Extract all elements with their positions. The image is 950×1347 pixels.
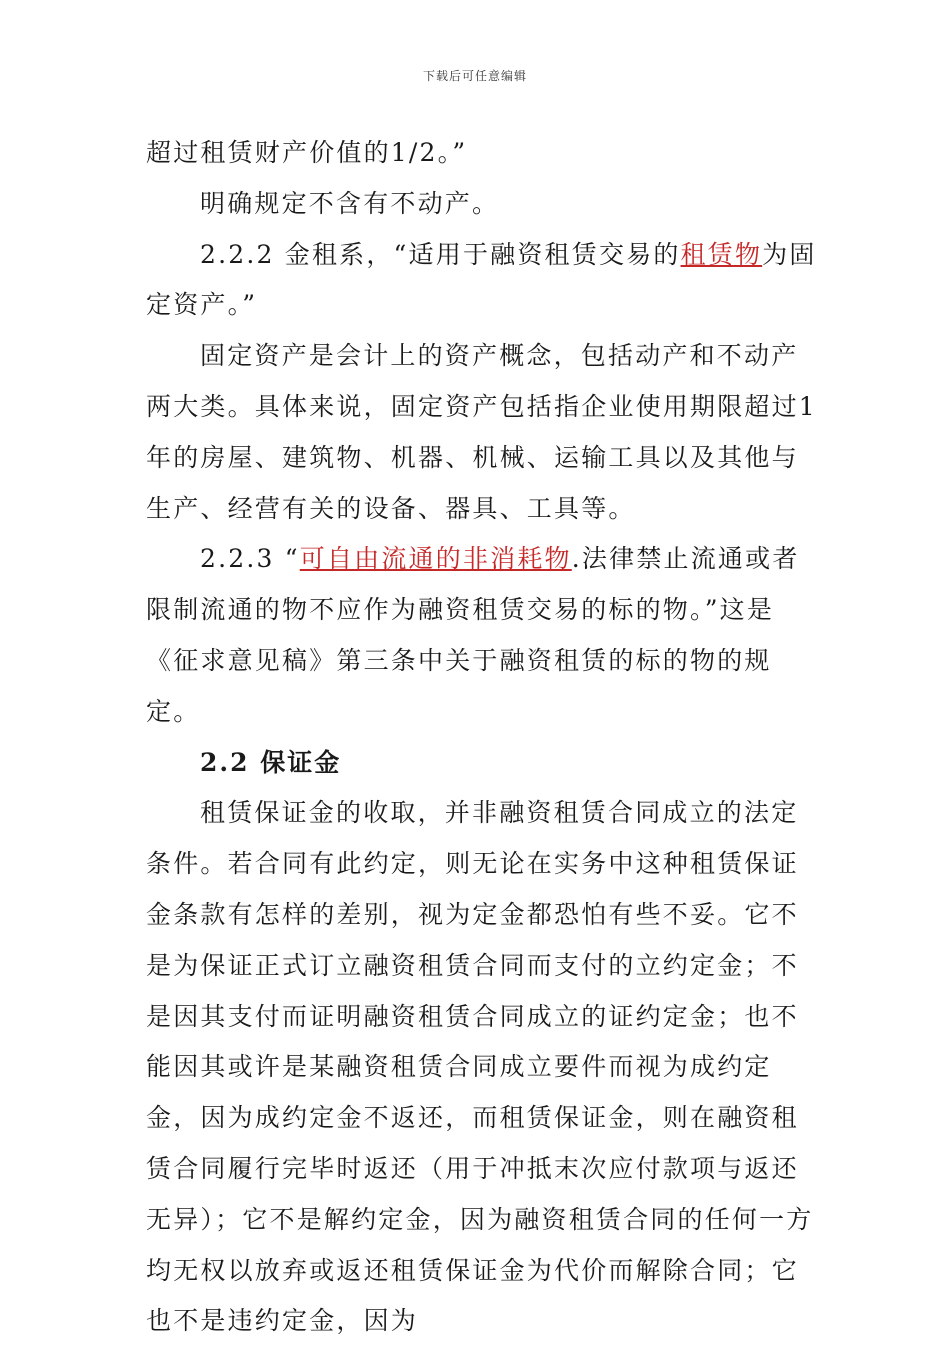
leased-property-link[interactable]: 租赁物 bbox=[680, 239, 763, 269]
paragraph-2-2-3 bbox=[146, 534, 818, 737]
section-heading-deposit: 2.2 保证金 bbox=[200, 747, 342, 777]
paragraph-deposit: 租赁保证金的收取，并非融资租赁合同成立的法定条件。若合同有此约定，则无论在实务中这种租赁保证金条款有怎样的差别，视为定金都恐怕有些不妥。它不是为保证正式订立融资租赁合同而支付的立约定金；不是因其支付而证明融资租赁合同成立的证约定金；也不能因其或许是某融资租赁合同成立要件而视为成约定金，因为成约定金不返还，而租赁保证金，则在融资租赁合同履行完毕时返还（用于冲抵末次应付款项与返还无异）；它不是解约定金，因为融资租赁合同的任何一方均无权以放弃或返还租赁保证金为代价而解除合同；它也不是违约定金，因为 bbox=[146, 798, 814, 1336]
paragraph-2-2-2-text: 2.2.2 金租系，“适用于融资租赁交易的 bbox=[200, 239, 681, 269]
paragraph-no-real-estate: 明确规定不含有不动产。 bbox=[200, 188, 500, 218]
non-consumable-link[interactable]: 可自由流通的非消耗物 bbox=[299, 544, 572, 574]
paragraph-2-2-2 bbox=[146, 230, 818, 332]
document-body bbox=[146, 128, 818, 1347]
paragraph-2-2-3-tail: .法律禁止流通或者限制流通的物不应作为融资租赁交易的标的物。”这是《征求意见稿》第三条中关于融资租赁的标的物的规定。 bbox=[146, 544, 800, 726]
page-header: 下载后可任意编辑 bbox=[422, 69, 527, 83]
paragraph-continuation: 超过租赁财产价值的1/2。” bbox=[146, 138, 468, 167]
paragraph-2-2-2-tail: 为固定资产。” bbox=[146, 239, 817, 320]
paragraph-fixed-assets: 固定资产是会计上的资产概念，包括动产和不动产两大类。具体来说，固定资产包括指企业使用期限超过1年的房屋、建筑物、机器、机械、运输工具以及其他与生产、经营有关的设备、器具、工具等。 bbox=[146, 341, 817, 523]
paragraph-2-2-3-text: 2.2.3 “ bbox=[200, 544, 300, 574]
